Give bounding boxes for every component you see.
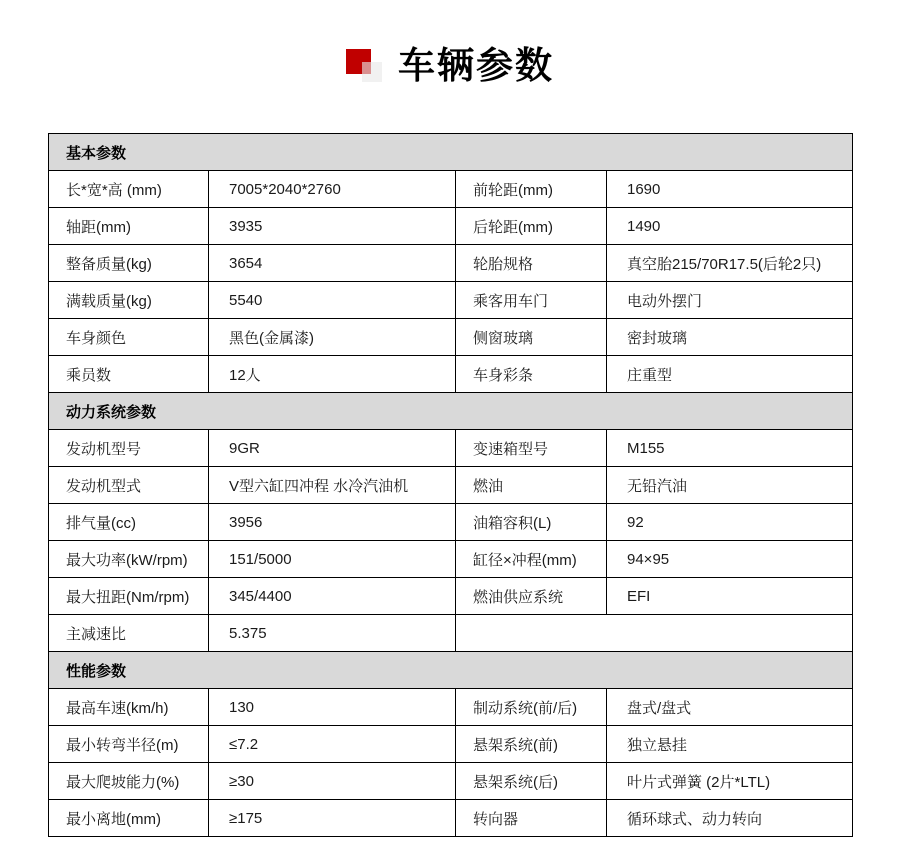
param-label: 最大扭距(Nm/rpm)	[49, 578, 209, 615]
param-value: 密封玻璃	[607, 319, 853, 356]
table-row	[49, 578, 853, 615]
param-value: 130	[209, 689, 456, 726]
param-value: 1690	[607, 171, 853, 208]
table-row	[49, 356, 853, 393]
param-value: 12人	[209, 356, 456, 393]
param-value: ≤7.2	[209, 726, 456, 763]
param-value: 345/4400	[209, 578, 456, 615]
param-label: 满载质量(kg)	[49, 282, 209, 319]
param-value: 7005*2040*2760	[209, 171, 456, 208]
table-row	[49, 615, 853, 652]
param-label: 排气量(cc)	[49, 504, 209, 541]
title-accent-squares-icon	[346, 47, 386, 83]
param-value: ≥175	[209, 800, 456, 837]
table-row	[49, 282, 853, 319]
param-label: 转向器	[456, 800, 607, 837]
param-value: 黑色(金属漆)	[209, 319, 456, 356]
param-label: 油箱容积(L)	[456, 504, 607, 541]
param-value: ≥30	[209, 763, 456, 800]
param-label: 最小离地(mm)	[49, 800, 209, 837]
param-label: 整备质量(kg)	[49, 245, 209, 282]
section-header-row	[49, 134, 853, 171]
table-row	[49, 467, 853, 504]
param-label: 最高车速(km/h)	[49, 689, 209, 726]
section-title: 性能参数	[49, 652, 853, 689]
param-value: V型六缸四冲程 水冷汽油机	[209, 467, 456, 504]
param-label: 最小转弯半径(m)	[49, 726, 209, 763]
param-value: 3654	[209, 245, 456, 282]
param-label: 车身彩条	[456, 356, 607, 393]
param-value: 3935	[209, 208, 456, 245]
param-label: 主减速比	[49, 615, 209, 652]
param-value: EFI	[607, 578, 853, 615]
param-label: 侧窗玻璃	[456, 319, 607, 356]
table-row	[49, 541, 853, 578]
table-row	[49, 245, 853, 282]
table-row	[49, 430, 853, 467]
table-row	[49, 726, 853, 763]
param-value: 无铅汽油	[607, 467, 853, 504]
param-label: 变速箱型号	[456, 430, 607, 467]
param-label: 后轮距(mm)	[456, 208, 607, 245]
param-label: 轮胎规格	[456, 245, 607, 282]
page-title: 车辆参数	[398, 44, 554, 86]
vehicle-parameters-table	[48, 133, 853, 837]
param-label: 发动机型式	[49, 467, 209, 504]
param-value: 9GR	[209, 430, 456, 467]
section-title: 动力系统参数	[49, 393, 853, 430]
param-label: 制动系统(前/后)	[456, 689, 607, 726]
param-label: 燃油	[456, 467, 607, 504]
param-value: 电动外摆门	[607, 282, 853, 319]
param-label: 发动机型号	[49, 430, 209, 467]
table-row	[49, 319, 853, 356]
table-row	[49, 800, 853, 837]
param-value: 5.375	[209, 615, 456, 652]
param-label: 悬架系统(前)	[456, 726, 607, 763]
table-row	[49, 171, 853, 208]
param-label	[456, 615, 853, 652]
table-row	[49, 689, 853, 726]
param-value: 94×95	[607, 541, 853, 578]
param-label: 燃油供应系统	[456, 578, 607, 615]
param-value: M155	[607, 430, 853, 467]
param-label: 缸径×冲程(mm)	[456, 541, 607, 578]
gray-square-icon	[362, 62, 382, 82]
param-value: 盘式/盘式	[607, 689, 853, 726]
vehicle-parameters-table-body	[49, 134, 853, 837]
param-label: 轴距(mm)	[49, 208, 209, 245]
param-value: 循环球式、动力转向	[607, 800, 853, 837]
param-label: 乘客用车门	[456, 282, 607, 319]
param-value: 5540	[209, 282, 456, 319]
table-row	[49, 763, 853, 800]
section-header-row	[49, 393, 853, 430]
param-value: 叶片式弹簧 (2片*LTL)	[607, 763, 853, 800]
param-label: 前轮距(mm)	[456, 171, 607, 208]
section-header-row	[49, 652, 853, 689]
param-label: 乘员数	[49, 356, 209, 393]
param-value: 92	[607, 504, 853, 541]
param-value: 151/5000	[209, 541, 456, 578]
table-row	[49, 504, 853, 541]
table-row	[49, 208, 853, 245]
section-title: 基本参数	[49, 134, 853, 171]
param-label: 最大功率(kW/rpm)	[49, 541, 209, 578]
param-value: 庄重型	[607, 356, 853, 393]
param-label: 悬架系统(后)	[456, 763, 607, 800]
param-label: 长*宽*高 (mm)	[49, 171, 209, 208]
param-label: 最大爬坡能力(%)	[49, 763, 209, 800]
param-label: 车身颜色	[49, 319, 209, 356]
param-value: 3956	[209, 504, 456, 541]
param-value: 真空胎215/70R17.5(后轮2只)	[607, 245, 853, 282]
param-value: 独立悬挂	[607, 726, 853, 763]
param-value: 1490	[607, 208, 853, 245]
page-header	[0, 0, 900, 88]
